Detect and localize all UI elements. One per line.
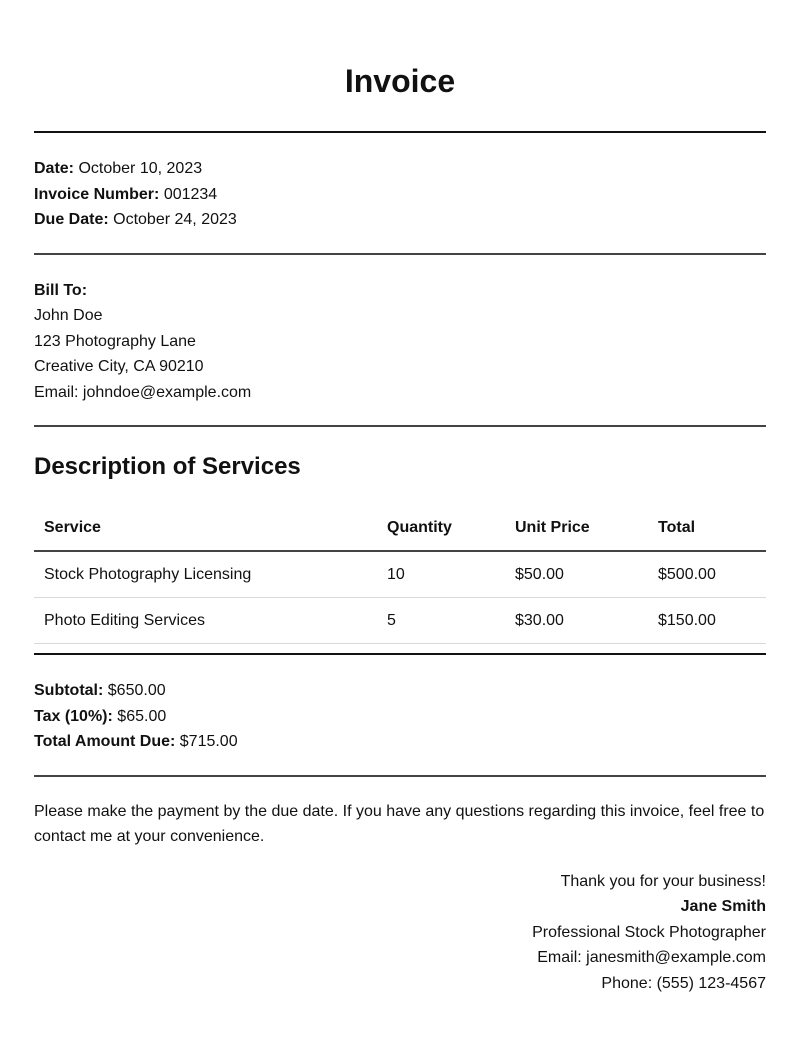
due-date-line [34, 207, 766, 233]
sender-role: Professional Stock Photographer [532, 923, 766, 941]
total-due-label: Total Amount Due: [34, 733, 176, 750]
page-title: Invoice [344, 63, 456, 99]
totals-block [34, 655, 766, 755]
invoice-meta [34, 133, 766, 233]
bill-to-email: Email: johndoe@example.com [34, 383, 252, 401]
table-row [34, 551, 766, 598]
bill-to-block [34, 255, 766, 406]
table-header-row [34, 505, 766, 551]
table-row [34, 598, 766, 644]
invoice-page [34, 0, 766, 996]
row-quantity: 5 [377, 598, 505, 644]
header-total: Total [648, 505, 766, 551]
invoice-number-value: 001234 [163, 185, 218, 203]
bill-to-address-line1: 123 Photography Lane [34, 332, 196, 350]
subtotal-line [34, 678, 766, 704]
tax-label: Tax (10%): [34, 707, 113, 725]
invoice-number-line [34, 182, 766, 208]
due-date-label: Due Date: [34, 211, 109, 228]
bill-to-label: Bill To: [34, 281, 88, 299]
row-quantity: 10 [377, 551, 505, 598]
tax-line [34, 704, 766, 730]
services-table [34, 505, 766, 644]
subtotal-label: Subtotal: [34, 682, 104, 699]
signoff-block [34, 849, 766, 997]
date-value: October 10, 2023 [78, 160, 203, 177]
date-line [34, 156, 766, 182]
header-service: Service [34, 505, 377, 551]
subtotal-value: $650.00 [107, 682, 166, 699]
row-total: $150.00 [648, 598, 766, 644]
sender-email: Email: janesmith@example.com [537, 949, 766, 966]
row-unit-price: $50.00 [505, 551, 648, 598]
date-label: Date: [34, 160, 75, 177]
due-date-value: October 24, 2023 [113, 211, 237, 228]
payment-note: Please make the payment by the due date. If you have any questions regarding this invoice, feel free to contact me at your convenience. [34, 802, 765, 845]
total-due-line [34, 729, 766, 755]
total-due-value: $715.00 [179, 733, 238, 750]
tax-value: $65.00 [117, 707, 167, 725]
services-title: Description of Services [34, 453, 301, 480]
thank-you-text: Thank you for your business! [560, 872, 766, 890]
row-total: $500.00 [648, 551, 766, 598]
sender-name: Jane Smith [680, 898, 766, 915]
sender-phone: Phone: (555) 123-4567 [601, 974, 766, 992]
header-quantity: Quantity [377, 505, 505, 551]
bill-to-name: John Doe [34, 307, 103, 324]
invoice-number-label: Invoice Number: [34, 185, 160, 203]
bill-to-address-line2: Creative City, CA 90210 [34, 358, 204, 375]
row-unit-price: $30.00 [505, 598, 648, 644]
row-service: Photo Editing Services [34, 598, 377, 644]
row-service: Stock Photography Licensing [34, 551, 377, 598]
header-unit-price: Unit Price [505, 505, 648, 551]
